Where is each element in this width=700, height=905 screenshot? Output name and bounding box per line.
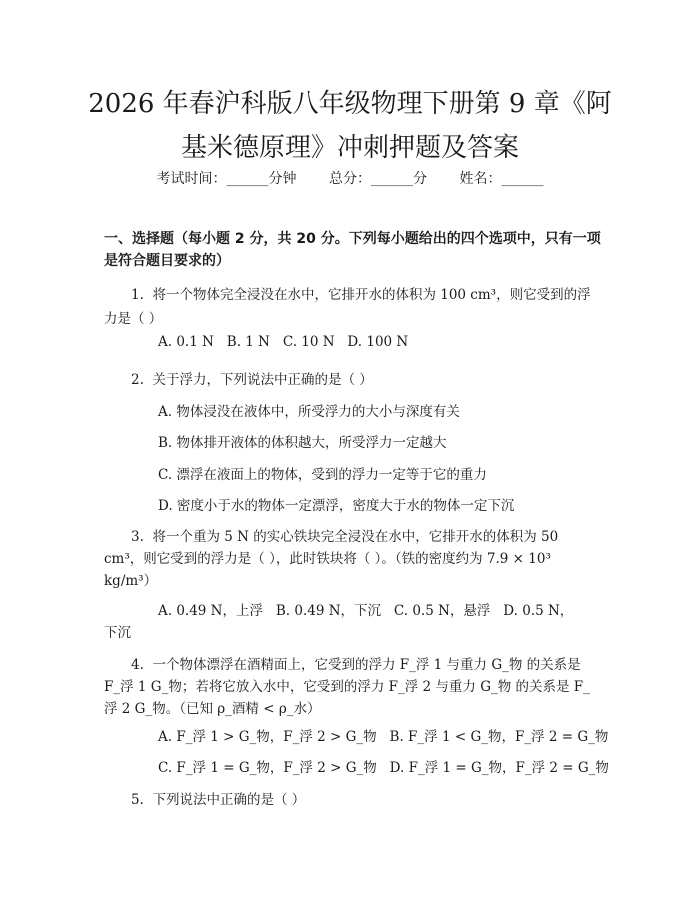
section-heading: 一、选择题（每小题 2 分，共 20 分。下列每小题给出的四个选项中，只有一项是符合题目要求的） [104,231,601,269]
question-2-option-a: A. 物体浸没在液体中，所受浮力的大小与深度有关 [158,404,460,420]
question-3-options-line-2: 下沉 [104,625,131,641]
exam-score: 总分：______分 [329,171,427,187]
exam-info [0,168,700,188]
title-line-2: 基米德原理》冲刺押题及答案 [180,133,519,163]
question-4-options-line-2: C. F_浮 1 = G_物，F_浮 2 > G_物 D. F_浮 1 = G_物，F_浮 2 = G_物 [158,760,609,776]
student-name: 姓名：______ [459,171,544,187]
question-2-option-b: B. 物体排开液体的体积越大，所受浮力一定越大 [158,435,447,451]
question-4-options-line-1: A. F_浮 1 > G_物，F_浮 2 > G_物 B. F_浮 1 < G_物，F_浮 2 = G_物 [158,729,609,745]
title-line-1: 2026 年春沪科版八年级物理下册第 9 章《阿 [88,89,612,119]
page-title [60,82,640,170]
question-1-line-1: 1. 将一个物体完全浸没在水中，它排开水的体积为 100 cm³，则它受到的浮 [131,287,591,303]
question-2-line-1: 2. 关于浮力，下列说法中正确的是（ ） [131,372,373,388]
question-4-line-1: 4. 一个物体漂浮在酒精面上，它受到的浮力 F_浮 1 与重力 G_物 的关系是 [131,657,581,673]
question-1-line-2: 力是（ ） [104,311,163,327]
exam-time: 考试时间：______分钟 [156,171,297,187]
question-1-options: A. 0.1 N B. 1 N C. 10 N D. 100 N [158,334,409,350]
question-2-option-d: D. 密度小于水的物体一定漂浮，密度大于水的物体一定下沉 [158,498,515,514]
question-5-line-1: 5. 下列说法中正确的是（ ） [131,792,306,808]
question-3-options-line-1: A. 0.49 N，上浮 B. 0.49 N，下沉 C. 0.5 N，悬浮 D. 0.5 N， [158,603,574,619]
question-4-line-3: 浮 2 G_物。（已知 ρ_酒精 < ρ_水） [104,701,321,717]
question-3-line-1: 3. 将一个重为 5 N 的实心铁块完全浸没在水中，它排开水的体积为 50 [131,529,559,545]
question-3-line-2: cm³，则它受到的浮力是（ ），此时铁块将（ ）。（铁的密度约为 7.9 × 10³ [104,551,551,567]
question-2-option-c: C. 漂浮在液面上的物体，受到的浮力一定等于它的重力 [158,467,487,483]
question-3-line-3: kg/m³） [104,573,158,589]
question-4-line-2: F_浮 1 G_物；若将它放入水中，它受到的浮力 F_浮 2 与重力 G_物 的关系是 F_ [104,679,590,695]
